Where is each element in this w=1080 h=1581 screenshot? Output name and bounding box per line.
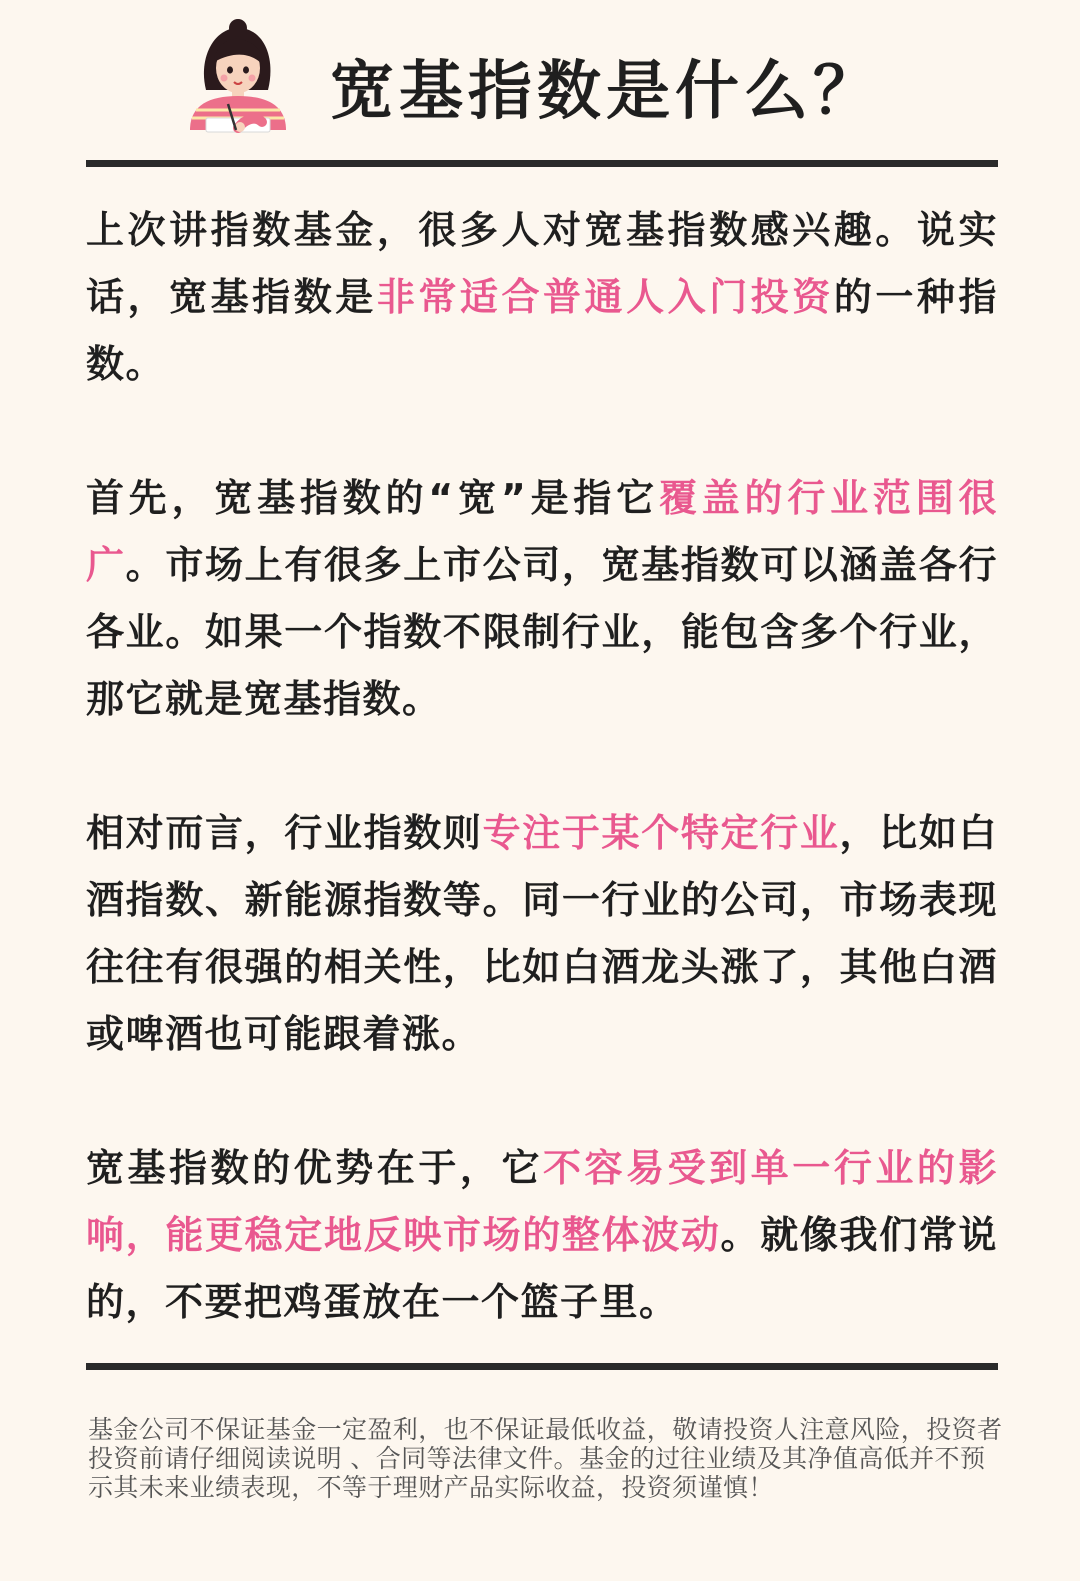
- bottom-divider: [86, 1363, 998, 1370]
- highlight-text: 非常适合普通人入门投资: [376, 275, 834, 319]
- top-divider: [86, 160, 998, 167]
- article-body: [86, 197, 998, 1403]
- highlight-text: 专注于某个特定行业: [482, 811, 840, 855]
- girl-writing-icon: [176, 18, 298, 140]
- highlight-text: 不容易受到单一行业的影响，能更稳定地反映市场的整体波动: [86, 1146, 998, 1257]
- risk-disclaimer: 基金公司不保证基金一定盈利，也不保证最低收益，敬请投资人注意风险，投资者投资前请仔细阅读说明 、合同等法律文件。基金的过往业绩及其净值高低并不预示其未来业绩表现，不等于理财产品实际收益，投资须谨慎！: [88, 1415, 1003, 1502]
- paragraph-4: 宽基指数的优势在于，它不容易受到单一行业的影响，能更稳定地反映市场的整体波动。就像我们常说的，不要把鸡蛋放在一个篮子里。: [86, 1146, 998, 1324]
- highlight-text: 覆盖的行业范围很广: [86, 476, 998, 587]
- paragraph-1: 上次讲指数基金，很多人对宽基指数感兴趣。说实话，宽基指数是非常适合普通人入门投资的一种指数。: [86, 208, 998, 386]
- header: [0, 0, 1080, 165]
- paragraph-2: 首先，宽基指数的“宽”是指它覆盖的行业范围很广。市场上有很多上市公司，宽基指数可以涵盖各行各业。如果一个指数不限制行业，能包含多个行业，那它就是宽基指数。: [86, 476, 998, 721]
- page-title: 宽基指数是什么？: [330, 55, 882, 129]
- paragraph-3: 相对而言，行业指数则专注于某个特定行业，比如白酒指数、新能源指数等。同一行业的公司，市场表现往往有很强的相关性，比如白酒龙头涨了，其他白酒或啤酒也可能跟着涨。: [86, 811, 998, 1056]
